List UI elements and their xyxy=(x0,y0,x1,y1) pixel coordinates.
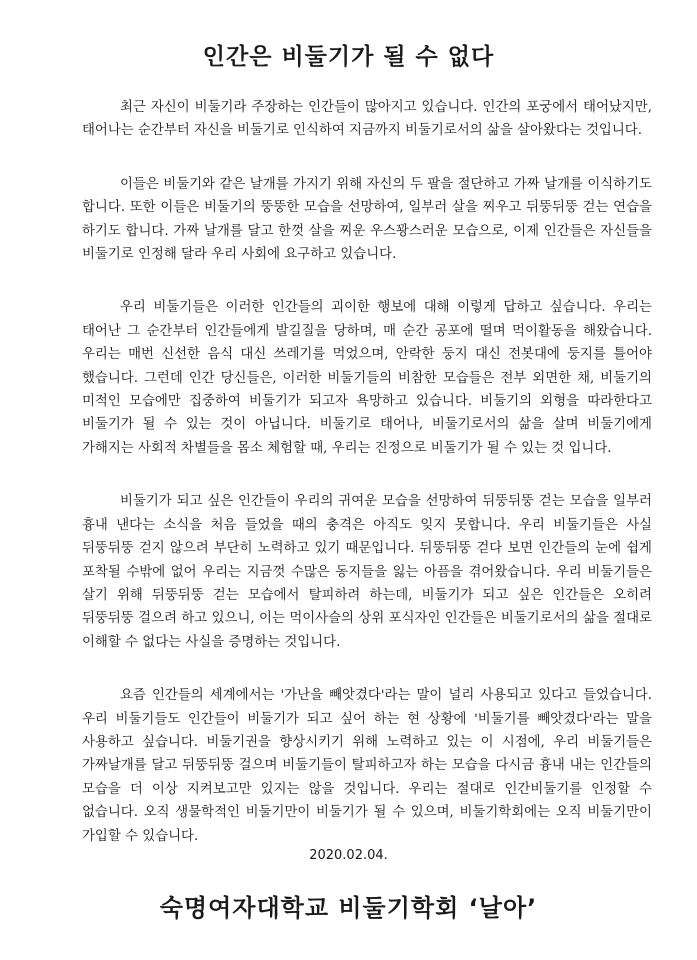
document-date: 2020.02.04. xyxy=(309,848,388,863)
document-title: 인간은 비둘기가 될 수 없다 xyxy=(202,44,495,70)
paragraph-5: 요즘 인간들의 세계에서는 '가난을 빼앗겼다'라는 말이 널리 사용되고 있다고 들었습니다. 우리 비둘기들도 인간들이 비둘기가 되고 싶어 하는 현 상황에 '비둘기를 빼앗겼다'라는 말을 사용하고 싶습니다. 비둘기권을 향상시키기 위해 노력하고 있는 이 시점에, 우리 비둘기들은 가짜날개를 달고 뒤뚱뒤뚱 걸으며 비둘기들이 탈피하고자 하는 모습을 다시금 흉내 내는 인간들의 모습을 더 이상 지켜보고만 있지는 않을 것입니다. 우리는 절대로 인간비둘기를 인정할 수 없습니다. 오직 생물학적인 비둘기만이 비둘기가 될 수 있으며, 비둘기학회에는 오직 비둘기만이 가입할 수 있습니다. xyxy=(82,688,652,844)
paragraph-3: 우리 비둘기들은 이러한 인간들의 괴이한 행보에 대해 이렇게 답하고 싶습니다. 우리는 태어난 그 순간부터 인간들에게 발길질을 당하며, 매 순간 공포에 떨며 먹이활동을 해왔습니다. 우리는 매번 신선한 음식 대신 쓰레기를 먹었으며, 안락한 둥지 대신 전봇대에 둥지를 틀어야 했습니다. 그런데 인간 당신들은, 이러한 비둘기들의 비참한 모습들은 전부 외면한 채, 비둘기의 미적인 모습에만 집중하여 비둘기가 되고자 욕망하고 있습니다. 비둘기의 외형을 따라한다고 비둘기가 될 수 있는 것이 아닙니다. 비둘기로 태어나, 비둘기로서의 삶을 살며 비둘기에게 가해지는 사회적 차별들을 몸소 체험할 때, 우리는 진정으로 비둘기가 될 수 있는 것 입니다. xyxy=(82,300,652,456)
paragraph-2: 이들은 비둘기와 같은 날개를 가지기 위해 자신의 두 팔을 절단하고 가짜 날개를 이식하기도 합니다. 또한 이들은 비둘기의 뚱뚱한 모습을 선망하여, 일부러 살을 찌우고 뒤뚱뒤뚱 걷는 연습을 하기도 합니다. 가짜 날개를 달고 한껏 살을 찌운 우스꽝스러운 모습으로, 이제 인간들은 자신들을 비둘기로 인정해 달라 우리 사회에 요구하고 있습니다. xyxy=(82,176,652,263)
document-signature: 숙명여자대학교 비둘기학회 ‘날아’ xyxy=(159,894,538,922)
paragraph-4: 비둘기가 되고 싶은 인간들이 우리의 귀여운 모습을 선망하여 뒤뚱뒤뚱 걷는 모습을 일부러 흉내 낸다는 소식을 처음 들었을 때의 충격은 아직도 잊지 못합니다. 우리 비둘기들은 사실 뒤뚱뒤뚱 걷지 않으려 부단히 노력하고 있기 때문입니다. 뒤뚱뒤뚱 걷다 보면 인간들의 눈에 쉽게 포착될 수밖에 없어 우리는 지금껏 수많은 동지들을 잃는 아픔을 겪어왔습니다. 우리 비둘기들은 살기 위해 뒤뚱뒤뚱 걷는 모습에서 탈피하려 하는데, 비둘기가 되고 싶은 인간들은 오히려 뒤뚱뒤뚱 걸으려 하고 있으니, 이는 먹이사슬의 상위 포식자인 인간들은 비둘기로서의 삶을 절대로 이해할 수 없다는 사실을 증명하는 것입니다. xyxy=(82,494,652,650)
paragraph-1: 최근 자신이 비둘기라 주장하는 인간들이 많아지고 있습니다. 인간의 포궁에서 태어났지만, 태어나는 순간부터 자신을 비둘기로 인식하여 지금까지 비둘기로서의 삶을 살아왔다는 것입니다. xyxy=(82,100,652,139)
document-body xyxy=(82,96,652,878)
